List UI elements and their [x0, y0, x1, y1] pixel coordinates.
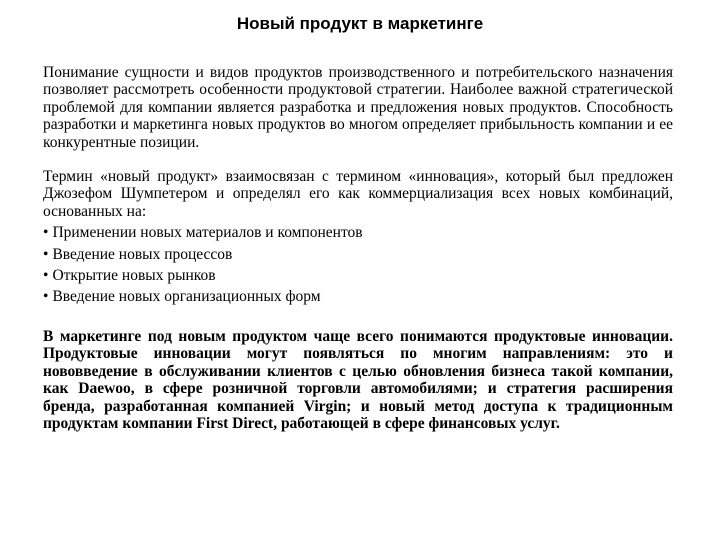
- list-item: [43, 288, 673, 305]
- list-item-text: Открытие новых рынков: [52, 267, 216, 285]
- paragraph-innovation-term: Термин «новый продукт» взаимосвязан с термином «инновация», который был предложен Джозефом Шумпетером и определял его как коммерциализация всех новых комбинаций, основанных на:: [43, 168, 673, 220]
- slide-body: [43, 64, 673, 432]
- list-item: [43, 246, 673, 263]
- bullet-icon: •: [43, 267, 49, 285]
- list-item: [43, 224, 673, 241]
- list-item-text: Применении новых материалов и компонентов: [52, 224, 363, 242]
- paragraph-product-innovations: В маркетинге под новым продуктом чаще всего понимаются продуктовые инновации. Продуктовые инновации могут появляться по многим направлениям: это и нововведение в обслуживании клиентов с целью обновления бизнеса такой компании, как Daewoo, в сфере розничной торговли автомобилями; и стратегия расширения бренда, разработанная компанией Virgin; и новый метод доступа к традиционным продуктам компании First Direct, работающей в сфере финансовых услуг.: [43, 327, 673, 432]
- list-item-text: Введение новых процессов: [52, 245, 233, 263]
- list-item: [43, 267, 673, 284]
- bullet-icon: •: [43, 224, 49, 242]
- bullet-icon: •: [43, 245, 49, 263]
- list-item-text: Введение новых организационных форм: [52, 288, 321, 306]
- innovation-bullet-list: [43, 224, 673, 306]
- bullet-icon: •: [43, 288, 49, 306]
- slide-title: Новый продукт в маркетинге: [236, 14, 484, 33]
- paragraph-product-strategy: Понимание сущности и видов продуктов производственного и потребительского назначения позволяет рассмотреть особенности продуктовой стратегии. Наиболее важной стратегической проблемой для компании является разработка и предложения новых продуктов. Способность разработки и маркетинга новых продуктов во многом определяет прибыльность компании и ее конкурентные позиции.: [43, 64, 673, 151]
